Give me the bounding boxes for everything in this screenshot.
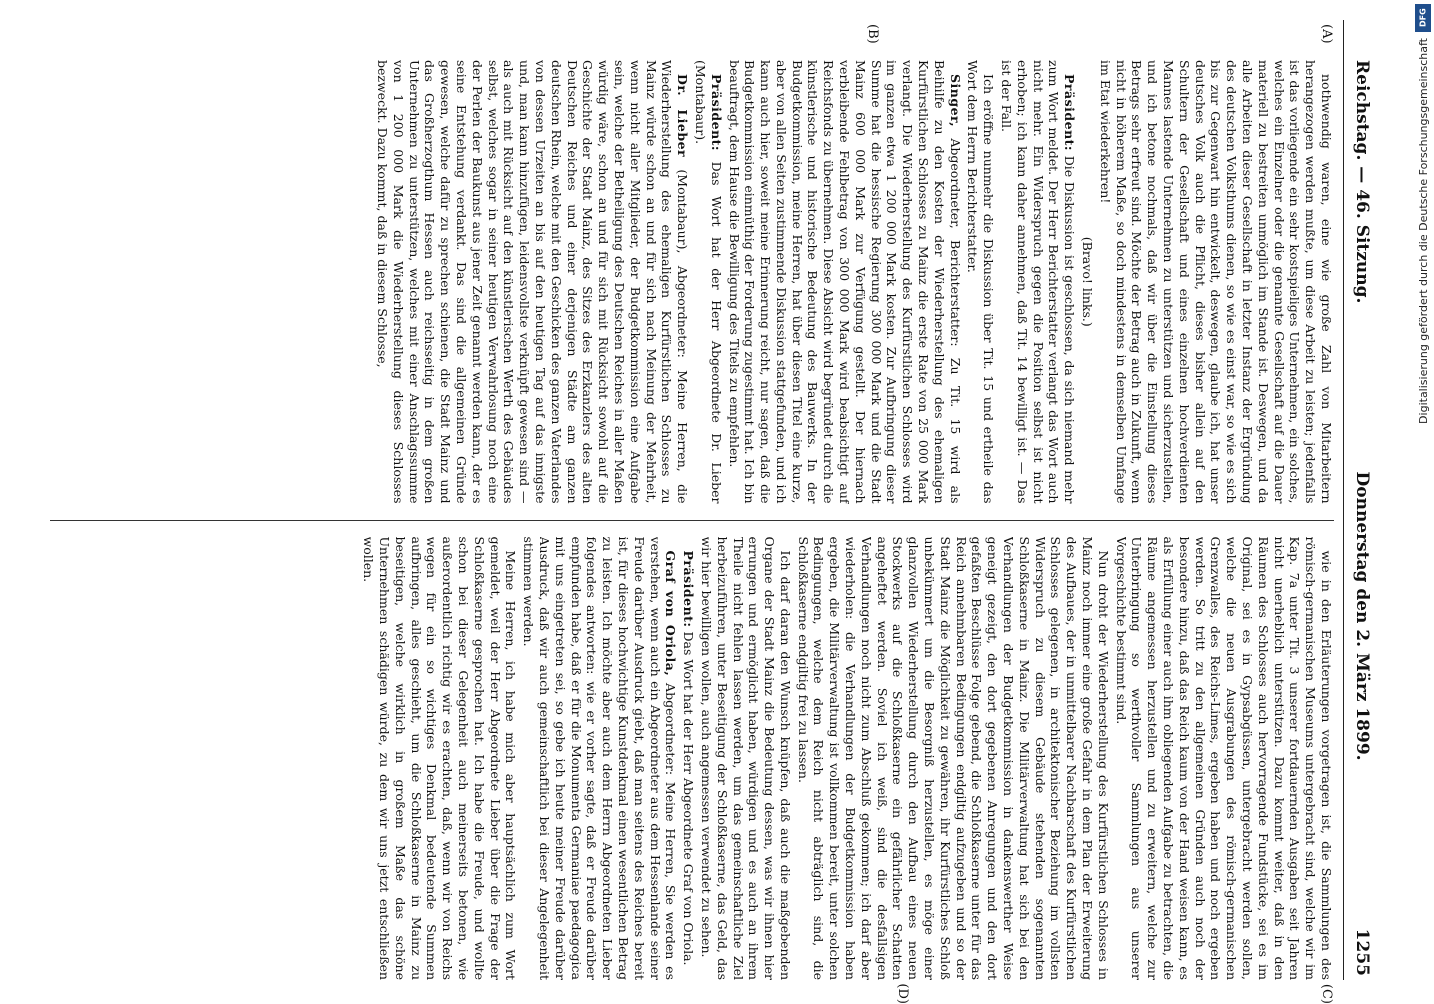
- speaker-name: Präsident:: [1062, 74, 1078, 152]
- column-left: [50, 60, 1334, 504]
- paragraph: wie in den Erläuterungen vorgetragen ist, die Sammlungen des römisch-germanischen Museums untergebracht sind, welche wir im Kap. 7a unter Tit. 3 unserer fortdauernden Ausgaben seit Jahren nicht unerheblich unterstützen. Dazu kommt weiter, daß in den Räumen des Schlosses auch hervorragende Fundstücke, sei es im Original, sei es in Gypsabgüssen, untergebracht werden sollen, welche die neuen Ausgrabungen des römisch-germanischen Grenzwalles, des Reichs-Limes, ergeben haben und noch ergeben werden. So tritt zu den allgemeinen Gründen auch noch der besondere hinzu, daß das Reich kaum von der Hand weisen kann, es als Erfüllung einer auch ihm obliegenden Aufgabe zu betrachten, die Räume angemessen herzustellen und zu erweitern, welche zur Unterbringung so werthvoller Sammlungen aus unserer Vorgeschichte bestimmt sind.: [1113, 536, 1334, 980]
- speaker-name: Präsident:: [708, 74, 724, 152]
- margin-marker-b: (B): [865, 24, 880, 44]
- paragraph: Ich darf daran den Wunsch knüpfen, daß auch die maßgebenden Organe der Stadt Mainz die Bedeutung dessen, was wir ihnen hier errungen und ermöglicht haben, würdigen und es auch an ihrem Theile nicht fehlen lassen werden, um das gemeinschaftliche Ziel herbeizuführen, unter Beseitigung der Schloßkaserne, das Geld, das wir hier bewilligen wollen, auch angemessen verwendet zu sehen.: [698, 536, 793, 980]
- margin-marker-a: (A): [1319, 24, 1334, 44]
- text-columns: [50, 60, 1334, 980]
- margin-marker-c: (C): [1319, 983, 1334, 1004]
- interjection: (Bravo! links.): [1080, 236, 1096, 327]
- dfg-logo-icon: DFG: [1415, 4, 1431, 32]
- digitization-credit: Digitalisierung gefördert durch die Deutsche Forschungsgemeinschaft: [1416, 38, 1430, 424]
- speaker-name: Graf von Oriola,: [663, 550, 679, 677]
- paragraph: [680, 537, 696, 981]
- paragraph: nothwendig waren, eine wie große Zahl von Mitarbeitern herangezogen werden mußte, um diese Arbeit zu leisten; jedenfalls ist das vorliegende ein sehr kostspieliges Unternehmen, ein solches, welches ein Einzelner oder die genannte Gesellschaft auf die Dauer materiell zu bestreiten unmöglich im Stande ist. Deswegen, und da alle Arbeiten dieser Gesellschaft in letzter Instanz der Ergründung des deutschen Volksthums dienen, so wie es einst war, so wie es sich bis zur Gegenwart hin entwickelt, deswegen, glaube ich, hat unser deutsches Volk auch die Pflicht, dieses bisher allein auf den Schultern der Gesellschaft und eines einzelnen hochverdienten Mannes lastende Unternehmen zu unterstützen und sicherzustellen, und ich betone nochmals, daß wir über die Einstellung dieses Betrags sehr erfreut sind. Möchte der Betrag auch in Zukunft, wenn nicht in höherem Maße, so doch mindestens in demselben Umfange im Etat wiederkehren!: [1097, 60, 1334, 504]
- page-number: 1255: [1352, 928, 1372, 976]
- header-session: Reichstag. — 46. Sitzung.: [1352, 60, 1372, 304]
- page-header: [1343, 20, 1380, 980]
- speech-text: Das Wort hat der Herr Abgeordnete Dr. Lieber (Montabaur).: [692, 60, 724, 504]
- paragraph: Meine Herren, ich habe mich aber hauptsächlich zum Wort gemeldet, weil der Herr Abgeordnete Lieber über die Frage der Schloßkaserne gesprochen hat. Ich habe die Freude, und wollte schon bei dieser Gelegenheit auch meinerseits betonen, wie außerordentlich richtig wir es erachten, daß, wenn wir von Reichs wegen für ein so wichtiges Denkmal bedeutende Summen aufbringen, alles geschieht, um die Schloßkaserne in Mainz zu beseitigen, welche wirklich in großem Maße das schöne Unternehmen schädigen würde, zu dem wir uns jetzt entschließen wollen.: [361, 536, 519, 980]
- speaker-name: Präsident:: [681, 550, 697, 628]
- column-right: [50, 537, 1334, 981]
- paragraph: [692, 60, 724, 504]
- margin-marker-d: (D): [895, 983, 910, 1004]
- column-divider: [50, 520, 1334, 521]
- paragraph: Ich eröffne nunmehr die Diskussion über Tit. 15 und ertheile das Wort dem Herrn Berichterstatter.: [965, 60, 997, 504]
- dfg-sidebar: [1414, 4, 1432, 824]
- speaker-name: Singer,: [947, 74, 963, 128]
- paragraph: [374, 60, 690, 504]
- speech-text: Die Diskussion ist geschlossen, da sich niemand mehr zum Wort meldet. Der Herr Berichterstatter verlangt das Wort auch nicht mehr. Ein Widerspruch gegen die Position selbst ist nicht erhoben; ich kann daher annehmen, daß Tit. 14 bewilligt ist. — Das ist der Fall.: [999, 60, 1078, 504]
- scanned-page: [50, 20, 1380, 1004]
- paragraph: Nun droht der Wiederherstellung des Kurfürstlichen Schlosses in Mainz noch immer eine große Gefahr in dem Plan der Erweiterung des Aufbaues, der in unmittelbarer Nachbarschaft des Kurfürstlichen Schlosses gelegenen, in architektonischer Beziehung im vollsten Widerspruch zu diesem Gebäude stehenden sogenannten Schloßkaserne in Mainz. Die Militärverwaltung hat sich bei den Verhandlungen der Budgetkommission in dankenswerther Weise geneigt gezeigt, den dort gegebenen Anregungen und den dort gefaßten Beschlüsse Folge gebend, die Schloßkaserne unter für das Reich annehmbaren Bedingungen endgiltig aufzugeben und so der Stadt Mainz die Möglichkeit zu gewähren, ihr Kurfürstliches Schloß unbekümmert um die Besorgniß herzustellen, es möge einer glanzvollen Wiederherstellung durch den Aufbau eines neuen Stockwerks auf die Schloßkaserne ein gefährlicher Schatten angeheftet werden. Soviel ich weiß, sind die desfallsigen Verhandlungen noch nicht zum Abschluß gekommen; ich darf aber wiederholen: die Verhandlungen der Budgetkommission haben ergeben, die Militärverwaltung ist vollkommen bereit, unter solchen Bedingungen, welche dem Reich nicht abträglich sind, die Schloßkaserne endgiltig frei zu lassen.: [795, 536, 1111, 980]
- speech-text: Abgeordneter: Meine Herren, Sie werden es verstehen, wenn auch ein Abgeordneter aus dem Hessenlande seiner Freude darüber Ausdruck giebt, daß man seitens des Reiches bereit ist, für dieses hochwichtige Kunstdenkmal einen wesentlichen Betrag zu leisten. Ich möchte aber auch dem Herrn Abgeordneten Lieber folgendes antworten: wie er vorher sagte, daß er Freude darüber empfunden habe, daß er für die Monumenta Germaniae paedagogica mit uns eingetreten sei, so gebe ich heute meiner Freude darüber Ausdruck, daß wir auch gemeinschaftlich bei dieser Angelegenheit stimmen werden.: [521, 536, 679, 980]
- speech-text: (Montabaur), Abgeordneter: Meine Herren, die Wiederherstellung des ehemaligen Kurfürstlichen Schlosses zu Mainz würde schon an und für sich nach Meinung der Mehrheit, wenn nicht aller Mitglieder, der Budgetkommission eine Aufgabe sein, welche der Betheiligung des Deutschen Reiches in aller Maßen würdig wäre, schon an und für sich mit Rücksicht sowohl auf die Geschichte der Stadt Mainz, des Sitzes des Erzkanzlers des alten Deutschen Reiches und einer derjenigen Städte am ganzen deutschen Rhein, welche mit den Geschicken des ganzen Vaterlandes von dessen Urzeiten an bis auf den heutigen Tag auf das innigste und, man kann hinzufügen, leidensvollste verknüpft gewesen sind — als auch mit Rücksicht auf den künstlerischen Werth des Gebäudes selbst, welches sogar in seiner heutigen Verwahrlosung noch eine der Perlen der Baukunst aus jener Zeit genannt werden kann, der es seine Entstehung verdankt. Das sind die allgemeinen Gründe gewesen, welche dafür zu sprechen schienen, die Stadt Mainz und das Großherzogthum Hessen auch reichsseitig in dem großen Unternehmen zu unterstützen, welches mit einer Anschlagssumme von 1 200 000 Mark die Wiederherstellung dieses Schlosses bezweckt. Dazu kommt, daß in diesem Schlosse,: [374, 60, 691, 504]
- speech-text: Das Wort hat der Herr Abgeordnete Graf von Oriola.: [681, 627, 697, 966]
- paragraph: [726, 60, 963, 504]
- header-date: Donnerstag den 2. März 1899.: [1352, 471, 1372, 761]
- paragraph: [520, 537, 678, 981]
- speaker-name: Dr. Lieber: [675, 74, 691, 158]
- paragraph: [998, 60, 1077, 504]
- speech-text: Abgeordneter, Berichterstatter: Zu Tit. 15 wird als Beihilfe zu den Kosten der Wiederherstellung des ehemaligen Kurfürstlichen Schlosses zu Mainz die erste Rate von 25 000 Mark verlangt. Die Wiederherstellung des Kurfürstlichen Schlosses wird im ganzen etwa 1 200 000 Mark kosten. Zur Aufbringung dieser Summe hat die hessische Regierung 300 000 Mark und die Stadt Mainz 600 000 Mark zur Verfügung gestellt. Der hiernach verbleibende Fehlbetrag von 300 000 Mark wird beabsichtigt auf Reichsfonds zu übernehmen. Diese Absicht wird begründet durch die künstlerische und historische Bedeutung des Bauwerks. In der Budgetkommission, meine Herren, hat über diesen Titel eine kurze, aber von allen Seiten zustimmende Diskussion stattgefunden, und ich kann auch hier, soweit meine Erinnerung reicht, nur sagen, daß die Budgetkommission einmüthig der Forderung zugestimmt hat. Ich bin beauftragt, dem Hause die Bewilligung des Titels zu empfehlen.: [726, 60, 963, 504]
